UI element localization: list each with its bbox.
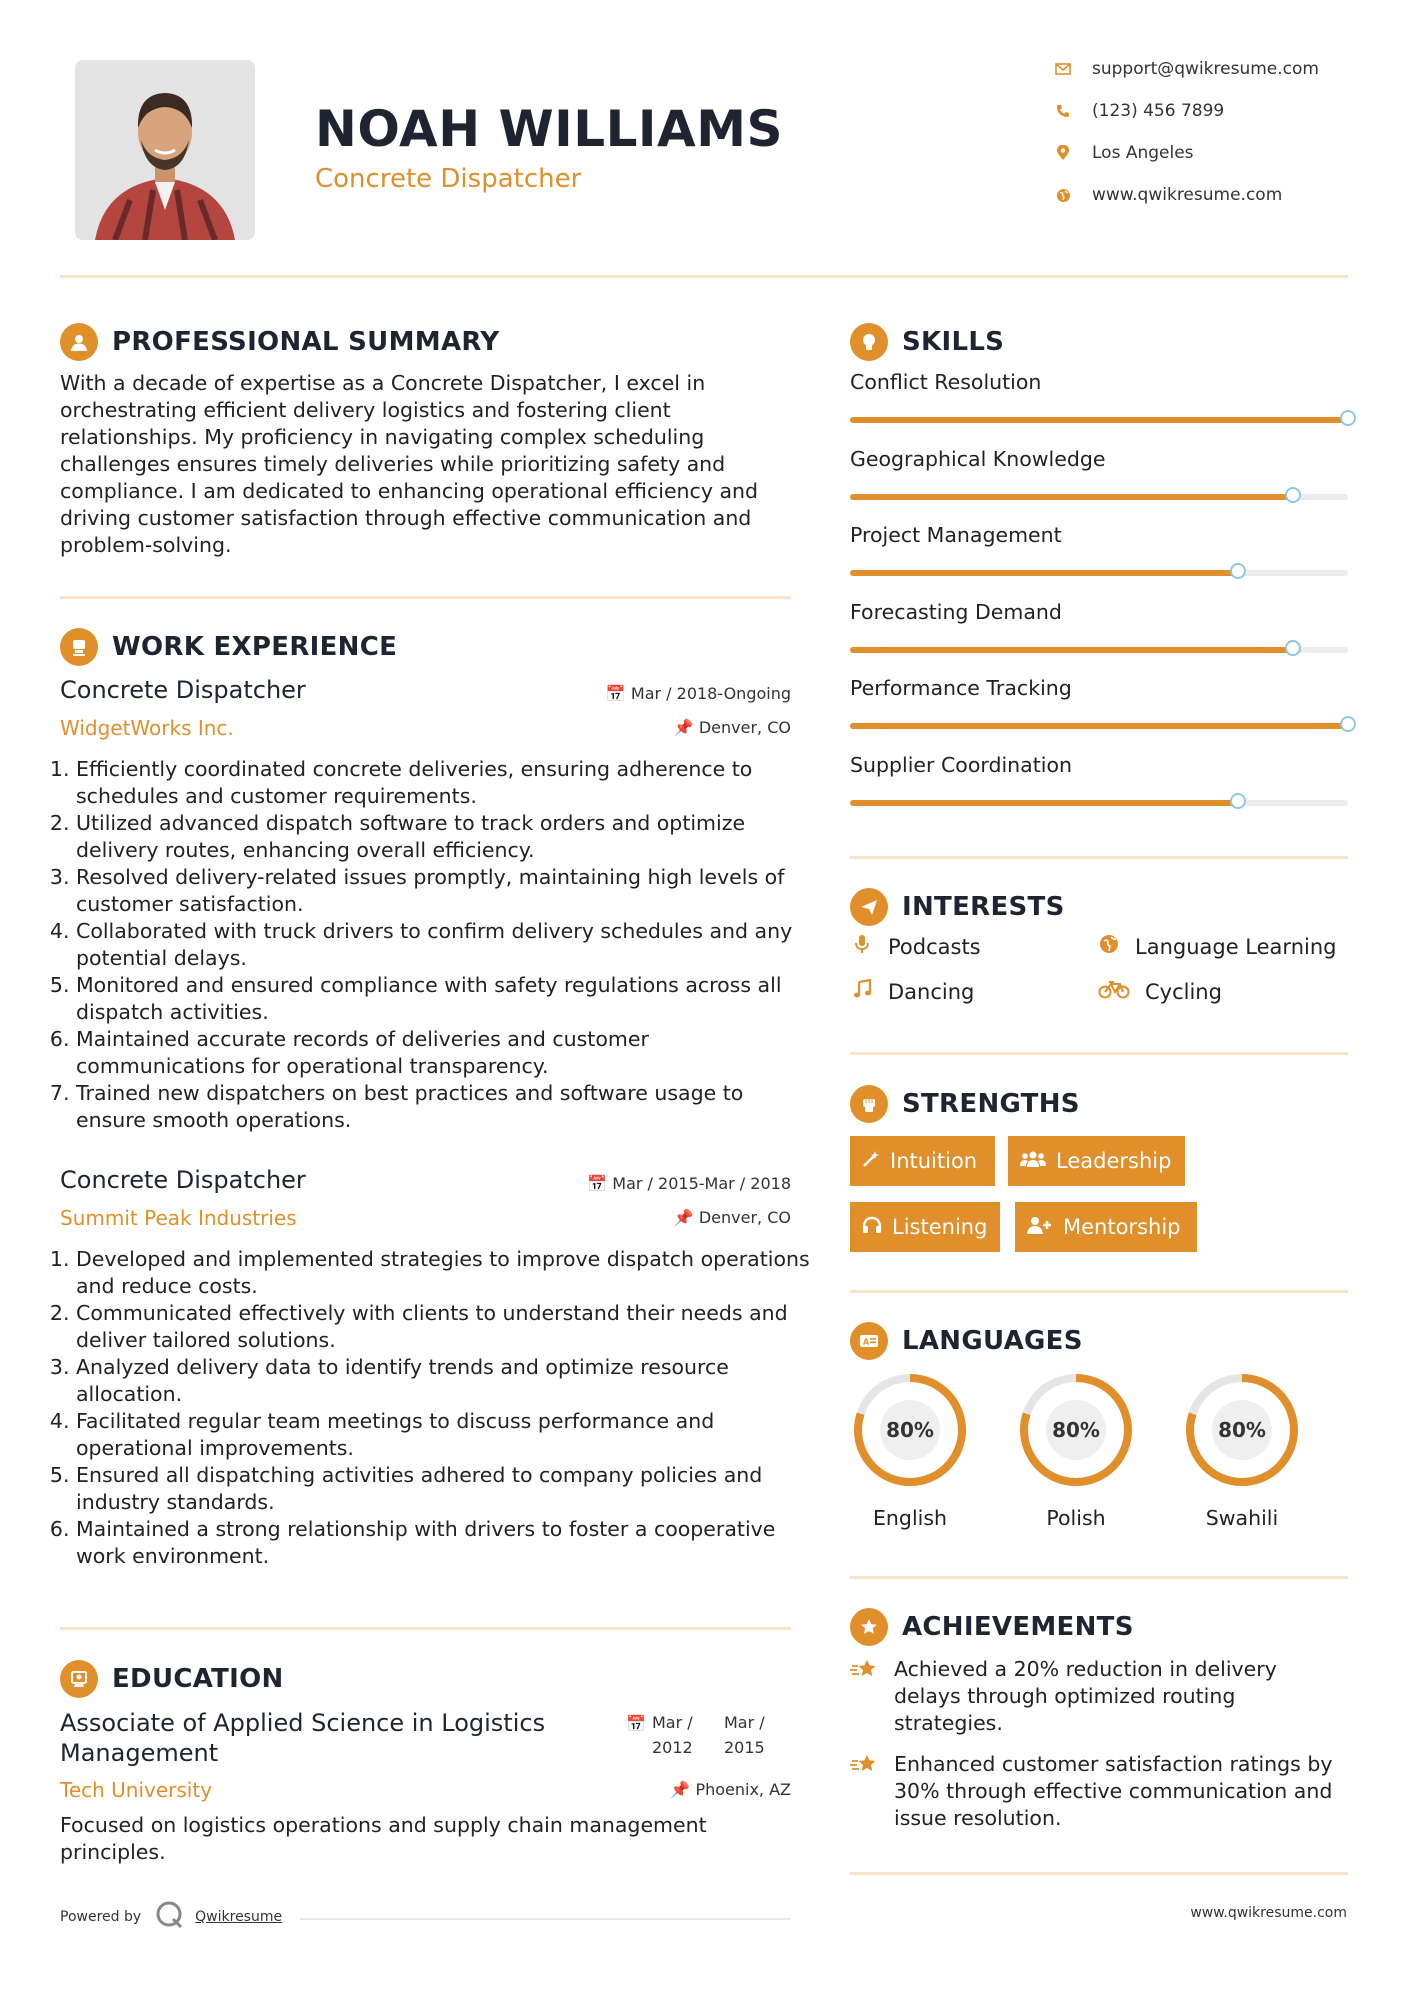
skill-bar-knob bbox=[1340, 716, 1356, 732]
briefcase-icon bbox=[60, 628, 98, 666]
language-percent: 80% bbox=[1052, 1418, 1100, 1442]
languages-divider bbox=[850, 1576, 1348, 1579]
achievements-title: ACHIEVEMENTS bbox=[902, 1612, 1134, 1642]
candidate-name: NOAH WILLIAMS bbox=[315, 100, 783, 158]
job-1-company: WidgetWorks Inc. bbox=[60, 716, 234, 740]
language-card-icon bbox=[850, 1322, 888, 1360]
footer-site[interactable]: www.qwikresume.com bbox=[1190, 1905, 1347, 1921]
experience-heading bbox=[60, 628, 397, 666]
education-title: EDUCATION bbox=[112, 1664, 284, 1694]
skill-bar-knob bbox=[1285, 487, 1301, 503]
music-note-icon bbox=[850, 979, 874, 1004]
skill-bar bbox=[850, 417, 1348, 423]
pin-icon: 📌 bbox=[673, 718, 694, 737]
skill-bar-knob bbox=[1230, 793, 1246, 809]
interest-cycling bbox=[1097, 979, 1222, 1004]
languages-heading bbox=[850, 1322, 1083, 1360]
strength-label: Leadership bbox=[1056, 1149, 1172, 1173]
job-1-dates: 📅 Mar / 2018-Ongoing bbox=[605, 684, 791, 703]
contact-location bbox=[1052, 138, 1194, 168]
star-award-icon bbox=[850, 1656, 880, 1737]
job-2-company: Summit Peak Industries bbox=[60, 1206, 297, 1230]
skill-label: Performance Tracking bbox=[850, 676, 1072, 700]
list-item: 1. Efficiently coordinated concrete deliveries, ensuring adherence to schedules and customer requirements. bbox=[76, 756, 816, 810]
skills-heading bbox=[850, 323, 1004, 361]
fist-icon bbox=[850, 1085, 888, 1123]
list-item: 2. Communicated effectively with clients to understand their needs and deliver tailored solutions. bbox=[76, 1300, 816, 1354]
microphone-icon bbox=[850, 934, 874, 959]
skill-label: Project Management bbox=[850, 523, 1062, 547]
headphones-icon bbox=[862, 1216, 882, 1239]
footer-left-line bbox=[300, 1918, 791, 1920]
language-percent: 80% bbox=[886, 1418, 934, 1442]
list-item: 1. Developed and implemented strategies to improve dispatch operations and reduce costs. bbox=[76, 1246, 816, 1300]
user-icon bbox=[60, 323, 98, 361]
language-ring bbox=[1016, 1370, 1136, 1490]
skill-bar bbox=[850, 800, 1348, 806]
job-1-title: Concrete Dispatcher bbox=[60, 676, 306, 704]
strengths-divider bbox=[850, 1290, 1348, 1293]
job-2-duties bbox=[58, 1246, 816, 1570]
language-name: Swahili bbox=[1205, 1506, 1279, 1530]
contact-email[interactable] bbox=[1052, 54, 1319, 84]
strength-label: Mentorship bbox=[1063, 1215, 1181, 1239]
paper-plane-icon bbox=[850, 888, 888, 926]
skill-bar bbox=[850, 570, 1348, 576]
interest-label: Cycling bbox=[1145, 979, 1222, 1004]
education-end-date: Mar / 2015 bbox=[724, 1713, 765, 1757]
summary-text: With a decade of expertise as a Concrete Dispatcher, I excel in orchestrating efficient delivery logistics and fostering client relationships. My proficiency in navigating complex scheduling challenges ensures timely deliveries while prioritizing safety and compliance. I am dedicated to enhancing operational efficiency and driving customer satisfaction through effective communication and problem-solving. bbox=[60, 371, 759, 557]
strength-label: Listening bbox=[892, 1215, 988, 1239]
achievement-text: Enhanced customer satisfaction ratings by 30% through effective communication and issue resolution. bbox=[894, 1752, 1333, 1830]
achievements-divider bbox=[850, 1872, 1348, 1875]
skills-divider bbox=[850, 856, 1348, 859]
candidate-role: Concrete Dispatcher bbox=[315, 164, 582, 194]
list-item: 6. Maintained accurate records of deliveries and customer communications for operational transparency. bbox=[76, 1026, 816, 1080]
header-divider bbox=[60, 275, 1348, 278]
list-item: 5. Monitored and ensured compliance with safety regulations across all dispatch activities. bbox=[76, 972, 816, 1026]
school-name: Tech University bbox=[60, 1778, 213, 1802]
contact-phone-text: (123) 456 7899 bbox=[1092, 101, 1225, 121]
user-plus-icon bbox=[1027, 1216, 1053, 1239]
group-icon bbox=[1020, 1150, 1046, 1173]
contact-phone[interactable] bbox=[1052, 96, 1224, 126]
contact-location-text: Los Angeles bbox=[1092, 143, 1194, 163]
list-item: 4. Facilitated regular team meetings to discuss performance and operational improvements. bbox=[76, 1408, 816, 1462]
list-item: 3. Analyzed delivery data to identify trends and optimize resource allocation. bbox=[76, 1354, 816, 1408]
graduate-icon bbox=[60, 1660, 98, 1698]
skill-bar bbox=[850, 647, 1348, 653]
skill-bar-knob bbox=[1230, 563, 1246, 579]
experience-divider bbox=[60, 1627, 791, 1630]
phone-icon bbox=[1052, 104, 1074, 118]
experience-title: WORK EXPERIENCE bbox=[112, 632, 398, 662]
svg-text:A: A bbox=[863, 1337, 870, 1347]
interest-podcasts bbox=[850, 934, 981, 959]
strength-leadership bbox=[1008, 1136, 1185, 1186]
list-item: 5. Ensured all dispatching activities adhered to company policies and industry standards. bbox=[76, 1462, 816, 1516]
skill-bar-fill bbox=[850, 494, 1293, 500]
job-2-location: 📌 Denver, CO bbox=[673, 1208, 791, 1227]
pin-icon: 📌 bbox=[670, 1780, 691, 1799]
interest-label: Language Learning bbox=[1135, 934, 1337, 959]
education-location: 📌 Phoenix, AZ bbox=[670, 1780, 791, 1799]
strengths-title: STRENGTHS bbox=[902, 1089, 1080, 1119]
pin-icon: 📌 bbox=[673, 1208, 694, 1227]
education-start-date: Mar / 2012 bbox=[652, 1713, 693, 1757]
education-description: Focused on logistics operations and supply chain management principles. bbox=[60, 1813, 707, 1864]
contact-website-text: www.qwikresume.com bbox=[1092, 185, 1283, 205]
skill-bar-fill bbox=[850, 570, 1238, 576]
skill-bar-fill bbox=[850, 647, 1293, 653]
job-2-dates: 📅 Mar / 2015-Mar / 2018 bbox=[587, 1174, 791, 1193]
summary-divider bbox=[60, 596, 791, 599]
achievement-item-2 bbox=[850, 1751, 1350, 1832]
envelope-icon bbox=[1052, 63, 1074, 75]
skill-bar-knob bbox=[1285, 640, 1301, 656]
skill-label: Supplier Coordination bbox=[850, 752, 1072, 777]
language-percent: 80% bbox=[1218, 1418, 1266, 1442]
skill-bar-fill bbox=[850, 417, 1348, 423]
qwikresume-logo-icon bbox=[155, 1900, 185, 1934]
contact-website[interactable] bbox=[1052, 180, 1282, 210]
summary-title: PROFESSIONAL SUMMARY bbox=[112, 327, 500, 357]
list-item: 4. Collaborated with truck drivers to confirm delivery schedules and any potential delays. bbox=[76, 918, 816, 972]
globe-icon bbox=[1097, 934, 1121, 959]
profile-photo bbox=[75, 60, 255, 240]
magic-wand-icon bbox=[862, 1150, 880, 1173]
language-ring bbox=[1182, 1370, 1302, 1490]
interest-label: Podcasts bbox=[888, 934, 981, 959]
calendar-icon: 📅 bbox=[626, 1714, 646, 1733]
lightbulb-icon bbox=[850, 323, 888, 361]
education-heading bbox=[60, 1660, 284, 1698]
job-2-title: Concrete Dispatcher bbox=[60, 1166, 306, 1194]
powered-by bbox=[60, 1900, 282, 1934]
language-ring bbox=[850, 1370, 970, 1490]
skills-title: SKILLS bbox=[902, 327, 1005, 357]
skill-bar-fill bbox=[850, 723, 1348, 729]
calendar-icon: 📅 bbox=[605, 684, 626, 703]
list-item: 7. Trained new dispatchers on best practices and software usage to ensure smooth operations. bbox=[76, 1080, 816, 1134]
star-badge-icon bbox=[850, 1608, 888, 1646]
strength-intuition bbox=[850, 1136, 995, 1186]
globe-icon bbox=[1052, 188, 1074, 203]
summary-heading bbox=[60, 323, 499, 361]
achievement-text: Achieved a 20% reduction in delivery delays through optimized routing strategies. bbox=[894, 1657, 1277, 1735]
interests-divider bbox=[850, 1052, 1348, 1055]
skill-bar bbox=[850, 494, 1348, 500]
interest-language-learning bbox=[1097, 934, 1336, 959]
skill-bar bbox=[850, 723, 1348, 729]
map-pin-icon bbox=[1052, 145, 1074, 161]
powered-by-label: Powered by bbox=[60, 1909, 142, 1925]
languages-title: LANGUAGES bbox=[902, 1326, 1083, 1356]
achievement-item-1 bbox=[850, 1656, 1350, 1737]
qwikresume-link[interactable]: Qwikresume bbox=[195, 1909, 283, 1925]
skill-label: Forecasting Demand bbox=[850, 599, 1062, 624]
skill-bar-knob bbox=[1340, 410, 1356, 426]
calendar-icon: 📅 bbox=[587, 1174, 608, 1193]
strength-mentorship bbox=[1015, 1202, 1197, 1252]
degree-title: Associate of Applied Science in Logistics Management bbox=[60, 1709, 546, 1767]
skill-label: Geographical Knowledge bbox=[850, 446, 1106, 471]
achievements-heading bbox=[850, 1608, 1134, 1646]
language-name: Polish bbox=[1046, 1506, 1106, 1530]
list-item: 2. Utilized advanced dispatch software to track orders and optimize delivery routes, enhancing overall efficiency. bbox=[76, 810, 816, 864]
job-1-location: 📌 Denver, CO bbox=[673, 718, 791, 737]
bicycle-icon bbox=[1097, 979, 1131, 1004]
job-1-duties bbox=[58, 756, 816, 1134]
strength-label: Intuition bbox=[890, 1149, 978, 1173]
interest-dancing bbox=[850, 979, 974, 1004]
list-item: 6. Maintained a strong relationship with drivers to foster a cooperative work environment. bbox=[76, 1516, 816, 1570]
interests-heading bbox=[850, 888, 1065, 926]
star-award-icon bbox=[850, 1751, 880, 1832]
list-item: 3. Resolved delivery-related issues promptly, maintaining high levels of customer satisfaction. bbox=[76, 864, 816, 918]
language-name: English bbox=[872, 1506, 948, 1530]
interest-label: Dancing bbox=[888, 979, 975, 1004]
skill-bar-fill bbox=[850, 800, 1238, 806]
contact-email-text: support@qwikresume.com bbox=[1092, 59, 1319, 79]
interests-title: INTERESTS bbox=[902, 892, 1065, 922]
strength-listening bbox=[850, 1202, 1000, 1252]
skill-label: Conflict Resolution bbox=[850, 370, 1042, 394]
strengths-heading bbox=[850, 1085, 1080, 1123]
